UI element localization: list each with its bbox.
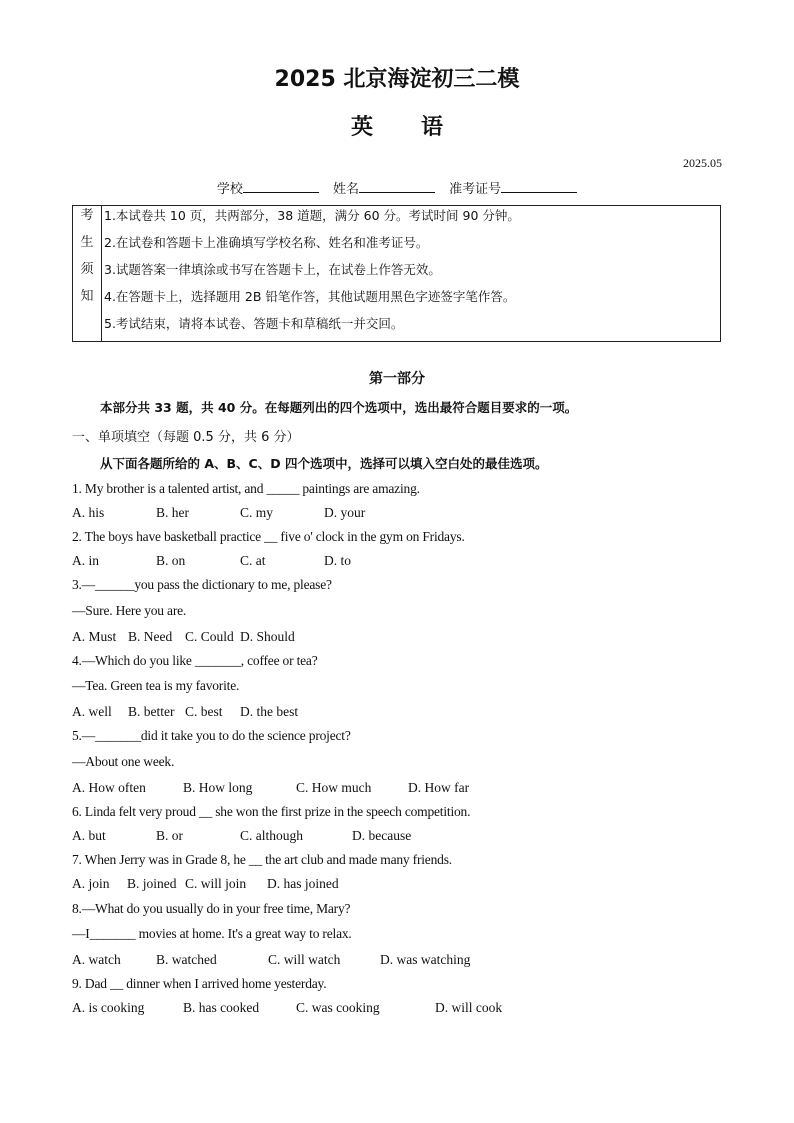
answer-option: C. will join	[185, 876, 247, 891]
exam-title: 2025 北京海淀初三二模	[274, 67, 520, 92]
question-dialogue-line: —I_______ movies at home. It's a great way to relax.	[72, 926, 352, 941]
exam-id-blank	[501, 180, 577, 193]
question-stem: 9. Dad __ dinner when I arrived home yesterday.	[72, 976, 327, 991]
subject-title: 英语	[350, 115, 491, 140]
answer-option: A. Must	[72, 629, 117, 644]
answer-option: B. joined	[127, 876, 177, 891]
notice-char: 生	[80, 235, 94, 250]
part-title: 第一部分	[369, 371, 425, 387]
answer-option: B. How long	[183, 780, 253, 795]
answer-option: A. How often	[72, 780, 146, 795]
answer-option: A. is cooking	[72, 1000, 145, 1015]
exam-id-label: 准考证号	[449, 182, 502, 197]
answer-option: B. her	[156, 505, 189, 520]
question-stem: 5.—_______did it take you to do the science project?	[72, 728, 351, 743]
answer-option: A. join	[72, 876, 110, 891]
answer-option: D. How far	[408, 780, 470, 795]
notice-item: 1.本试卷共 10 页，共两部分，38 道题，满分 60 分。考试时间 90 分钟。	[104, 208, 520, 223]
answer-option: A. in	[72, 553, 99, 568]
answer-option: B. better	[128, 704, 175, 719]
notice-item: 2.在试卷和答题卡上准确填写学校名称、姓名和准考证号。	[104, 235, 429, 250]
answer-option: A. well	[72, 704, 112, 719]
answer-option: B. Need	[128, 629, 173, 644]
exam-notice-box	[72, 205, 721, 342]
exam-date: 2025.05	[683, 156, 722, 170]
question-stem: 3.—______you pass the dictionary to me, please?	[72, 577, 332, 592]
answer-option: B. watched	[156, 952, 217, 967]
answer-option: A. his	[72, 505, 105, 520]
section-heading: 一、单项填空（每题 0.5 分，共 6 分）	[72, 430, 300, 445]
answer-option: B. or	[156, 828, 183, 843]
question-stem: 7. When Jerry was in Grade 8, he __ the art club and made many friends.	[72, 852, 452, 867]
answer-option: D. the best	[240, 704, 299, 719]
question-dialogue-line: —About one week.	[72, 754, 175, 769]
answer-option: D. to	[324, 553, 351, 568]
name-label: 姓名	[332, 182, 359, 197]
question-dialogue-line: —Tea. Green tea is my favorite.	[72, 678, 240, 693]
notice-item: 4.在答题卡上，选择题用 2B 铅笔作答，其他试题用黑色字迹签字笔作答。	[104, 289, 516, 304]
answer-option: B. has cooked	[183, 1000, 260, 1015]
answer-option: C. my	[240, 505, 274, 520]
notice-side-label	[73, 206, 102, 341]
student-info-fields	[0, 178, 794, 197]
answer-option: D. was watching	[380, 952, 471, 967]
answer-option: B. on	[156, 553, 186, 568]
question-dialogue-line: —Sure. Here you are.	[72, 603, 187, 618]
school-label: 学校	[216, 182, 243, 197]
name-blank	[359, 180, 435, 193]
answer-option: C. was cooking	[296, 1000, 380, 1015]
section-instruction: 从下面各题所给的 A、B、C、D 四个选项中，选择可以填入空白处的最佳选项。	[100, 456, 548, 471]
answer-option: A. watch	[72, 952, 121, 967]
answer-option: C. will watch	[268, 952, 341, 967]
notice-item: 5.考试结束，请将本试卷、答题卡和草稿纸一并交回。	[104, 316, 404, 331]
answer-option: D. will cook	[435, 1000, 503, 1015]
notice-char: 须	[80, 262, 94, 277]
answer-option: C. although	[240, 828, 303, 843]
notice-items	[102, 206, 720, 341]
answer-option: C. best	[185, 704, 223, 719]
answer-option: C. How much	[296, 780, 372, 795]
answer-option: A. but	[72, 828, 106, 843]
answer-option: D. because	[352, 828, 412, 843]
answer-option: C. at	[240, 553, 266, 568]
question-stem: 6. Linda felt very proud __ she won the first prize in the speech competition.	[72, 804, 471, 819]
notice-char: 知	[80, 289, 94, 304]
question-stem: 2. The boys have basketball practice __ five o' clock in the gym on Fridays.	[72, 529, 465, 544]
answer-option: D. has joined	[267, 876, 339, 891]
answer-option: D. your	[324, 505, 366, 520]
notice-char: 考	[80, 208, 94, 223]
question-stem: 8.—What do you usually do in your free time, Mary?	[72, 901, 351, 916]
question-stem: 1. My brother is a talented artist, and _____ paintings are amazing.	[72, 481, 420, 496]
part-intro: 本部分共 33 题，共 40 分。在每题列出的四个选项中，选出最符合题目要求的一项。	[100, 400, 578, 415]
question-stem: 4.—Which do you like _______, coffee or tea?	[72, 653, 318, 668]
answer-option: D. Should	[240, 629, 295, 644]
school-blank	[243, 180, 319, 193]
notice-item: 3.试题答案一律填涂或书写在答题卡上，在试卷上作答无效。	[104, 262, 441, 277]
answer-option: C. Could	[185, 629, 234, 644]
